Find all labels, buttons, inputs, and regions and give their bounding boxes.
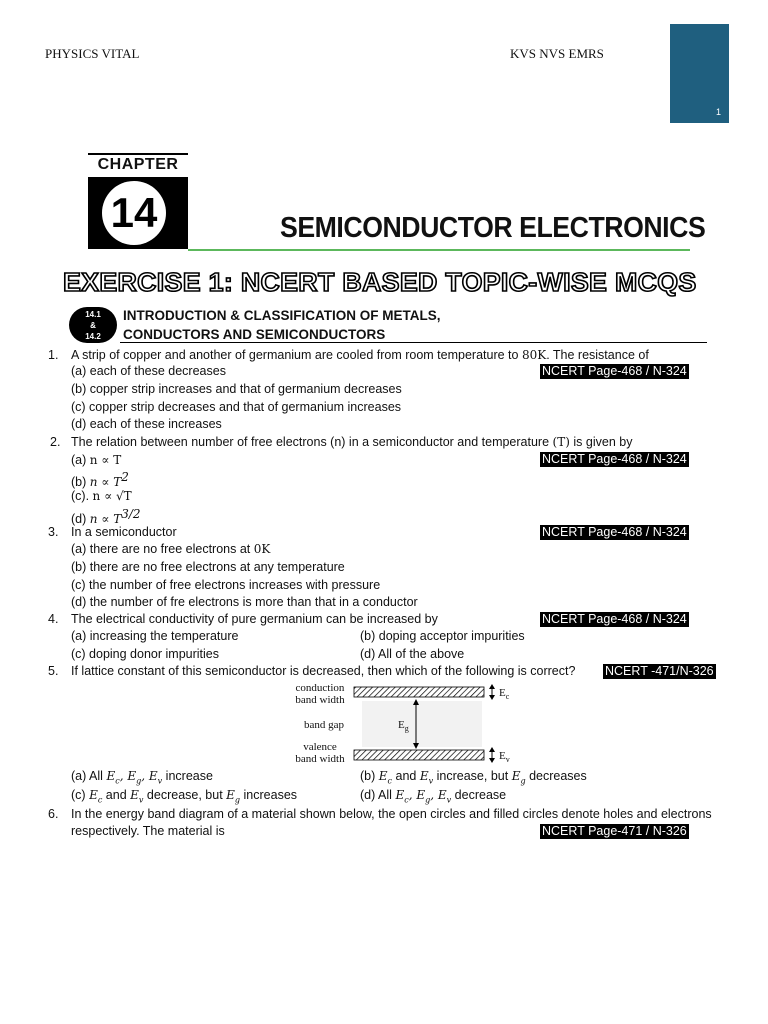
sym-comma: , [408,788,413,802]
q6-number: 6. [48,807,59,821]
q5-c-mid: and [105,788,127,802]
topic-title [123,306,440,344]
eg-label-sub: g [404,724,409,734]
sym-E: E [226,788,235,802]
q1-text [71,347,649,364]
q4-option-d: (d) All of the above [360,647,465,661]
q2-number: 2. [50,435,61,449]
band-gap-label: band gap [303,719,344,731]
q5-b-eg [511,769,526,786]
q4-number: 4. [48,612,59,626]
chapter-number: 14 [102,181,166,245]
q5-d-math [395,788,452,805]
q5-d-tail: decrease [454,788,507,802]
sym-E: E [416,788,426,802]
q1-stem: A strip of copper and another of germanium are cooled from room temperature to [71,348,519,362]
q3-option-b: (b) there are no free electrons at any temperature [71,560,345,574]
q1-option-c: (c) copper strip decreases and that of germanium increases [71,400,402,414]
ev-label-sub: v [505,755,510,765]
chapter-label: CHAPTER [88,153,188,174]
sym-comma: , [141,769,146,783]
topic-code-top: 14.1 [85,310,101,319]
page-number: 1 [715,107,721,117]
sym-g: g [520,776,526,786]
sym-comma: , [119,769,124,783]
q4-option-a: (a) increasing the temperature [71,629,239,643]
topic-code-mid: & [90,321,96,330]
q4-ncert-ref: NCERT Page-468 / N-324 [542,612,687,626]
q2-b-exp: 2 [121,470,129,484]
sym-c: c [115,776,120,786]
q5-b-label: (b) [360,769,376,783]
ev-arrow-up [489,747,495,752]
q4-text: The electrical conductivity of pure germanium can be increased by [71,612,438,626]
sym-E: E [148,769,158,783]
q3-option-c: (c) the number of free electrons increases with pressure [71,578,381,592]
q3-option-a [71,541,270,558]
sym-E: E [511,769,521,783]
sym-E: E [127,769,137,783]
q2-d-exp: 3/2 [121,507,141,521]
q3-a-math: 0K [253,542,271,556]
gap-shading [362,701,482,747]
q1-option-b: (b) copper strip increases and that of germanium decreases [71,382,402,396]
sym-g: g [234,795,241,805]
ec-label [499,687,509,703]
q2-stem: The relation between number of free electrons (n) in a semiconductor and temperature [71,435,550,449]
page-number-box [670,24,729,123]
q5-b-tail: increase, but [436,769,509,783]
q5-c-label: (c) [71,788,86,802]
q5-b-end: decreases [529,769,587,783]
q5-c-eg [226,788,241,805]
ec-arrow-up [489,684,495,689]
sym-E: E [378,769,388,783]
topic-code-bottom: 14.2 [85,332,101,341]
cb-label-2: band width [295,694,345,706]
exercise-title: EXERCISE 1: NCERT BASED TOPIC-WISE MCQS [63,267,697,297]
q3-a-text: (a) there are no free electrons at [71,542,251,556]
q5-b-ev [419,769,434,786]
q5-text: If lattice constant of this semiconductor is decreased, then which of the following is correct? [71,664,576,678]
sym-v: v [446,795,452,805]
q5-ncert-ref: NCERT -471/N-326 [605,664,714,678]
q2-a-label: (a) [71,453,87,467]
sym-E: E [106,769,116,783]
eg-label [398,719,409,735]
q2-option-a [71,452,121,469]
sym-c: c [97,795,103,805]
ev-arrow-down [489,758,495,763]
q5-c-ev [130,788,144,805]
q1-option-a: (a) each of these decreases [71,364,226,378]
valence-band [354,750,484,760]
topic-title-line2: CONDUCTORS AND SEMICONDUCTORS [123,327,386,342]
sym-v: v [157,776,163,786]
ev-label-E: E [499,750,506,762]
band-diagram [282,681,522,769]
q5-number: 5. [48,664,59,678]
q6-ncert-ref: NCERT Page-471 / N-326 [542,824,687,838]
q6-text: In the energy band diagram of a material shown below, the open circles and filled circles denote holes and electrons [71,807,712,821]
sym-comma: , [430,788,435,802]
sym-c: c [404,795,409,805]
topic-underline [120,342,707,343]
q3-number: 3. [48,525,59,539]
q2-b-math: n ∝ T [89,475,122,490]
sym-v: v [428,776,434,786]
sym-v: v [138,795,144,805]
q5-a-text: (a) All [71,769,103,783]
q2-ncert-ref: NCERT Page-468 / N-324 [542,452,687,466]
q2-option-c [71,488,132,505]
sym-E: E [437,788,447,802]
q1-temp: 80K [521,348,547,362]
q5-b-mid: and [395,769,417,783]
q2-c-label: (c). [71,489,90,503]
sym-g: g [136,776,142,786]
title-underline [188,249,690,251]
q1-ncert-ref: NCERT Page-468 / N-324 [542,364,687,378]
q2-d-label: (d) [71,512,87,527]
q2-temp: (T) [552,435,570,449]
chapter-number-box [88,177,188,249]
q2-d-math: n ∝ T [89,512,122,527]
sym-E: E [419,769,429,783]
ec-label-E: E [499,687,506,699]
q2-text [71,434,632,451]
q2-c-math: n ∝ √T [92,489,132,503]
topic-code-pill [69,307,117,343]
q5-c-tail: decrease, but [146,788,223,802]
q5-c-ec [89,788,103,805]
q3-text: In a semiconductor [71,525,177,539]
header-left: PHYSICS VITAL [45,46,140,61]
q2-b-label: (b) [71,475,87,490]
q2-a-math: n ∝ T [89,453,122,467]
ec-arrow-down [489,695,495,700]
q5-a-math [106,769,163,786]
sym-c: c [387,776,393,786]
q5-b-ec [378,769,393,786]
q1-stem-end: . The resistance of [546,348,649,362]
conduction-band [354,687,484,697]
sym-E: E [130,788,139,802]
sym-g: g [425,795,431,805]
vb-label-1: valence [303,741,337,753]
q3-ncert-ref: NCERT Page-468 / N-324 [542,525,687,539]
chapter-title: SEMICONDUCTOR ELECTRONICS [280,212,706,244]
q1-option-d: (d) each of these increases [71,417,222,431]
topic-title-line1: INTRODUCTION & CLASSIFICATION OF METALS, [123,308,441,323]
q2-stem-end: is given by [573,435,633,449]
q4-option-b: (b) doping acceptor impurities [360,629,525,643]
eg-label-E: E [398,719,405,731]
ev-label [499,750,510,766]
q3-option-d: (d) the number of fre electrons is more than that in a conductor [71,595,418,609]
q5-d-text: (d) All [360,788,392,802]
cb-label-1: conduction [295,682,345,694]
q6-text-2: respectively. The material is [71,824,225,838]
header-right: KVS NVS EMRS [510,46,604,61]
sym-E: E [395,788,405,802]
q5-c-end: increases [243,788,298,802]
sym-E: E [89,788,98,802]
q5-a-tail: increase [165,769,213,783]
ec-label-sub: c [505,692,510,702]
q1-number: 1. [48,348,59,362]
vb-label-2: band width [295,753,345,765]
q4-option-c: (c) doping donor impurities [71,647,219,661]
